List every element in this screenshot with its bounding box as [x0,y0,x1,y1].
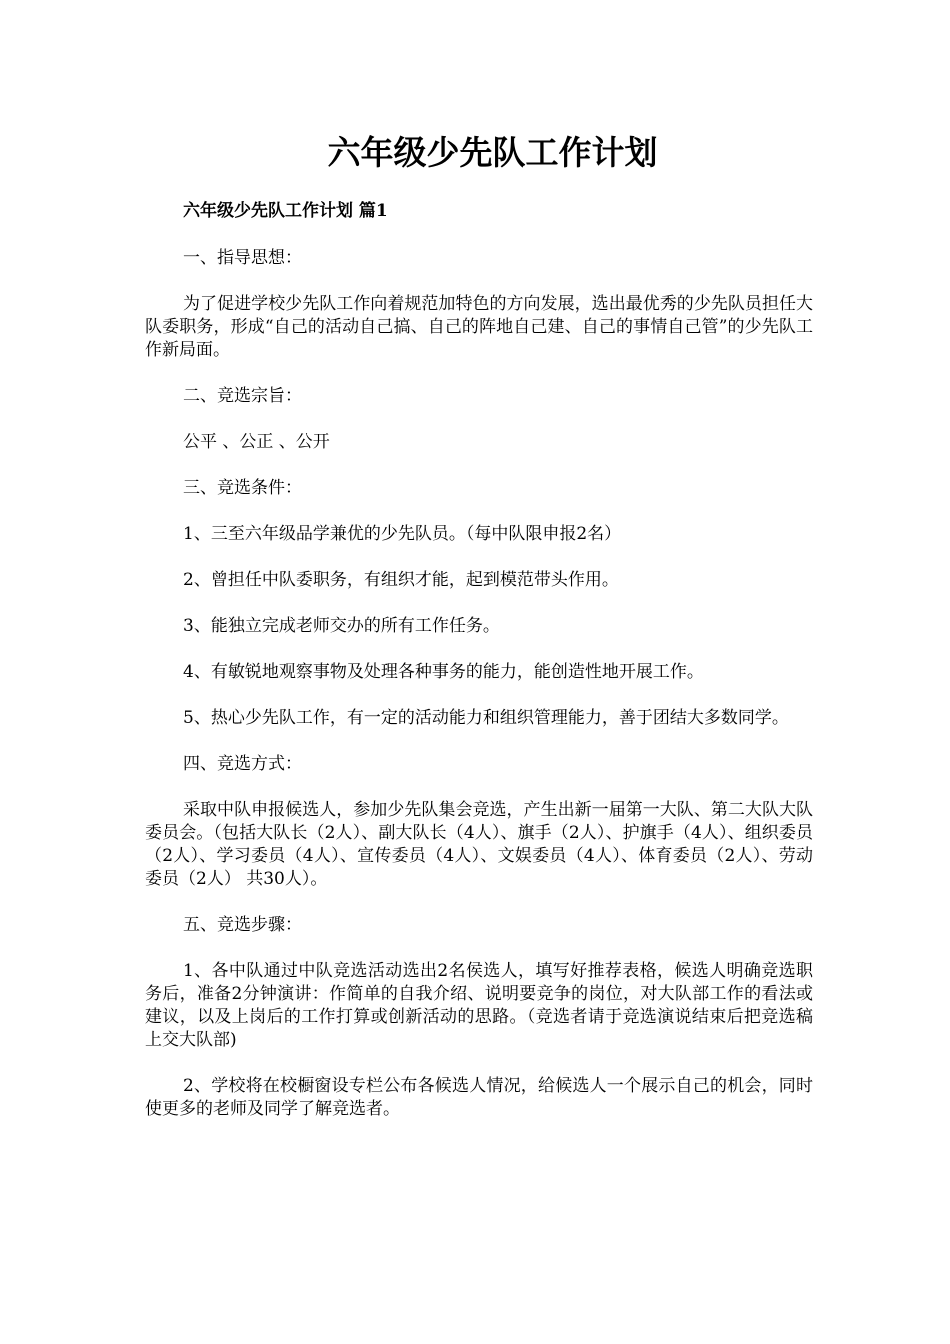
paragraph-election-method: 采取中队申报候选人，参加少先队集会竞选，产生出新一届第一大队、第二大队大队委员会。（包括大队长（2人）、副大队长（4人）、旗手（2人）、护旗手（4人）、组织委员（2人）、学习委员（4人）、宣传委员（4人）、文娱委员（4人）、体育委员（2人）、劳动委员（2人） 共30人）。 [145,800,813,889]
step-item-1: 1、各中队通过中队竞选活动选出2名侯选人，填写好推荐表格，候选人明确竞选职务后，准备2分钟演讲：作简单的自我介绍、说明要竞争的岗位，对大队部工作的看法或建议，以及上岗后的工作打算或创新活动的思路。（竞选者请于竞选演说结束后把竞选稿上交大队部) [145,961,813,1050]
heading-election-method: 四、竞选方式： [183,754,302,774]
paragraph-guiding-ideology: 为了促进学校少先队工作向着规范加特色的方向发展，选出最优秀的少先队员担任大队委职务，形成“自己的活动自己搞、自己的阵地自己建、自己的事情自己管”的少先队工作新局面。 [145,294,813,360]
step-item-2: 2、学校将在校橱窗设专栏公布各候选人情况，给候选人一个展示自己的机会，同时使更多的老师及同学了解竞选者。 [145,1076,813,1119]
condition-item-5: 5、热心少先队工作，有一定的活动能力和组织管理能力，善于团结大多数同学。 [183,708,789,728]
section-subtitle: 六年级少先队工作计划 篇1 [183,201,388,221]
document-title: 六年级少先队工作计划 [327,133,658,172]
condition-item-3: 3、能独立完成老师交办的所有工作任务。 [183,616,500,636]
condition-item-1: 1、三至六年级品学兼优的少先队员。（每中队限申报2名） [183,524,622,544]
condition-item-2: 2、曾担任中队委职务，有组织才能，起到模范带头作用。 [183,570,619,590]
heading-election-steps: 五、竞选步骤： [183,915,302,935]
paragraph-election-purpose: 公平 、公正 、公开 [183,432,330,452]
condition-item-4: 4、有敏锐地观察事物及处理各种事务的能力，能创造性地开展工作。 [183,662,704,682]
heading-guiding-ideology: 一、指导思想： [183,248,302,268]
heading-election-purpose: 二、竞选宗旨： [183,386,302,406]
heading-election-conditions: 三、竞选条件： [183,478,302,498]
document-body [145,200,813,1144]
